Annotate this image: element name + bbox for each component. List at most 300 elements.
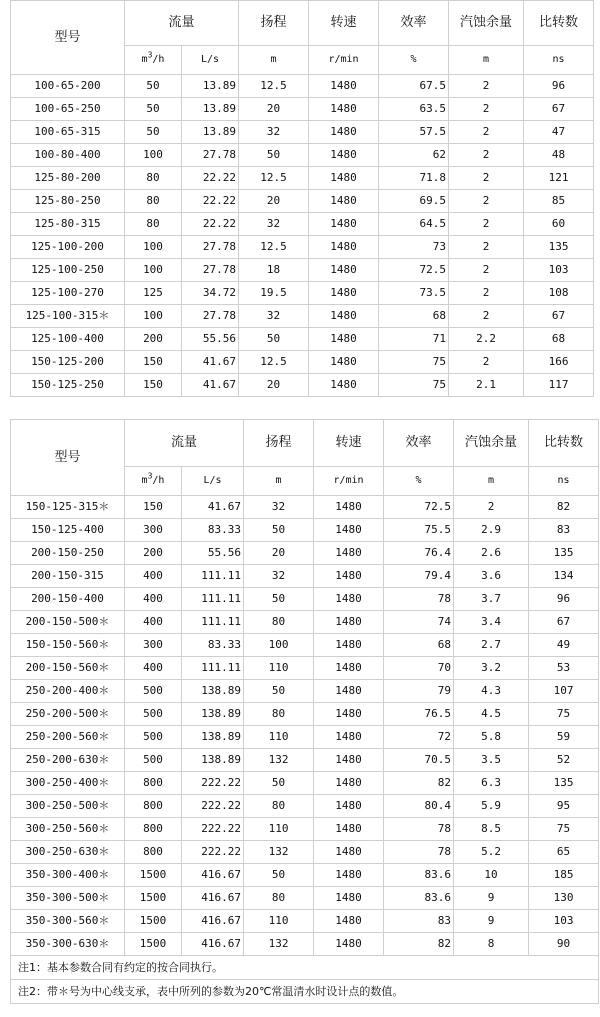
speed-cell: 1480 [309, 144, 379, 167]
table-row [11, 75, 594, 98]
specific-speed-cell: 95 [529, 795, 599, 818]
model-cell: 250-200-500＊ [11, 703, 125, 726]
head-header: 扬程 [239, 1, 309, 46]
flow-m3h-cell: 80 [125, 190, 182, 213]
flow-m3h-cell: 1500 [125, 864, 182, 887]
npsh-cell: 4.3 [454, 680, 529, 703]
head-cell: 18 [239, 259, 309, 282]
table-row [11, 772, 599, 795]
model-cell: 125-100-250 [11, 259, 125, 282]
npsh-cell: 3.4 [454, 611, 529, 634]
model-cell: 150-125-200 [11, 351, 125, 374]
specific-speed-cell: 49 [529, 634, 599, 657]
speed-cell: 1480 [309, 328, 379, 351]
specific-speed-cell: 52 [529, 749, 599, 772]
head-cell: 50 [239, 144, 309, 167]
speed-cell: 1480 [314, 657, 384, 680]
model-cell: 300-250-400＊ [11, 772, 125, 795]
specific-speed-cell: 130 [529, 887, 599, 910]
npsh-cell: 5.2 [454, 841, 529, 864]
pump-spec-table-2 [10, 419, 599, 1004]
table-row [11, 634, 599, 657]
specific-speed-cell: 108 [524, 282, 594, 305]
specific-speed-cell: 59 [529, 726, 599, 749]
flow-m3h-cell: 300 [125, 634, 182, 657]
model-cell: 300-250-500＊ [11, 795, 125, 818]
efficiency-cell: 71.8 [379, 167, 449, 190]
efficiency-cell: 79.4 [384, 565, 454, 588]
head-cell: 50 [239, 328, 309, 351]
npsh-cell: 2 [449, 75, 524, 98]
efficiency-cell: 71 [379, 328, 449, 351]
head-cell: 20 [239, 190, 309, 213]
model-header: 型号 [11, 1, 125, 75]
npsh-cell: 2 [449, 98, 524, 121]
efficiency-cell: 68 [379, 305, 449, 328]
efficiency-header: 效率 [379, 1, 449, 46]
table-row [11, 542, 599, 565]
npsh-cell: 2.9 [454, 519, 529, 542]
table-row [11, 374, 594, 397]
table-row [11, 282, 594, 305]
efficiency-cell: 72 [384, 726, 454, 749]
head-header: 扬程 [244, 420, 314, 467]
specific-speed-cell: 65 [529, 841, 599, 864]
npsh-cell: 2 [449, 167, 524, 190]
head-cell: 50 [244, 864, 314, 887]
speed-cell: 1480 [309, 167, 379, 190]
flow-ls-cell: 27.78 [182, 236, 239, 259]
flow-m3h-cell: 100 [125, 236, 182, 259]
head-cell: 110 [244, 818, 314, 841]
head-cell: 12.5 [239, 351, 309, 374]
npsh-cell: 3.6 [454, 565, 529, 588]
efficiency-cell: 83.6 [384, 864, 454, 887]
flow-ls-cell: 222.22 [182, 841, 244, 864]
efficiency-unit: % [384, 467, 454, 496]
flow-unit-ls: L/s [182, 467, 244, 496]
efficiency-cell: 78 [384, 818, 454, 841]
table-row [11, 190, 594, 213]
table-row [11, 680, 599, 703]
head-cell: 50 [244, 772, 314, 795]
model-cell: 100-65-250 [11, 98, 125, 121]
head-cell: 80 [244, 795, 314, 818]
table-2-body [11, 496, 599, 956]
specific-speed-cell: 103 [529, 910, 599, 933]
npsh-cell: 3.5 [454, 749, 529, 772]
flow-m3h-cell: 500 [125, 726, 182, 749]
model-header: 型号 [11, 420, 125, 496]
head-cell: 32 [239, 213, 309, 236]
efficiency-cell: 73 [379, 236, 449, 259]
speed-cell: 1480 [314, 818, 384, 841]
head-cell: 32 [244, 565, 314, 588]
model-cell: 150-150-560＊ [11, 634, 125, 657]
speed-unit: r/min [314, 467, 384, 496]
table-row [11, 496, 599, 519]
speed-cell: 1480 [314, 841, 384, 864]
flow-m3h-cell: 1500 [125, 887, 182, 910]
specific-speed-cell: 117 [524, 374, 594, 397]
table-row [11, 305, 594, 328]
table-row [11, 657, 599, 680]
flow-ls-cell: 83.33 [182, 634, 244, 657]
flow-m3h-cell: 100 [125, 259, 182, 282]
speed-cell: 1480 [314, 542, 384, 565]
flow-m3h-cell: 50 [125, 75, 182, 98]
npsh-cell: 2 [449, 144, 524, 167]
flow-ls-cell: 416.67 [182, 864, 244, 887]
table-row [11, 588, 599, 611]
flow-m3h-cell: 800 [125, 772, 182, 795]
table-1-body [11, 75, 594, 397]
head-cell: 12.5 [239, 236, 309, 259]
efficiency-cell: 78 [384, 841, 454, 864]
flow-ls-cell: 27.78 [182, 144, 239, 167]
flow-ls-cell: 138.89 [182, 680, 244, 703]
npsh-cell: 2 [449, 121, 524, 144]
flow-m3h-cell: 80 [125, 167, 182, 190]
model-cell: 125-80-200 [11, 167, 125, 190]
head-cell: 50 [244, 519, 314, 542]
note-row [11, 956, 599, 980]
npsh-cell: 6.3 [454, 772, 529, 795]
speed-cell: 1480 [309, 351, 379, 374]
table-row [11, 703, 599, 726]
flow-ls-cell: 138.89 [182, 726, 244, 749]
model-cell: 300-250-630＊ [11, 841, 125, 864]
head-cell: 32 [244, 496, 314, 519]
flow-ls-cell: 416.67 [182, 933, 244, 956]
table-row [11, 933, 599, 956]
model-cell: 350-300-560＊ [11, 910, 125, 933]
efficiency-header: 效率 [384, 420, 454, 467]
model-cell: 200-150-315 [11, 565, 125, 588]
table-row [11, 864, 599, 887]
speed-cell: 1480 [314, 588, 384, 611]
head-cell: 12.5 [239, 167, 309, 190]
efficiency-cell: 70.5 [384, 749, 454, 772]
flow-m3h-cell: 400 [125, 611, 182, 634]
speed-cell: 1480 [314, 864, 384, 887]
flow-header: 流量 [125, 1, 239, 46]
head-cell: 110 [244, 726, 314, 749]
head-unit: m [239, 46, 309, 75]
head-cell: 20 [239, 98, 309, 121]
table-row [11, 213, 594, 236]
flow-ls-cell: 222.22 [182, 818, 244, 841]
speed-header: 转速 [314, 420, 384, 467]
head-cell: 32 [239, 305, 309, 328]
efficiency-cell: 76.4 [384, 542, 454, 565]
table-row [11, 144, 594, 167]
table-row [11, 351, 594, 374]
table-row [11, 795, 599, 818]
specific-speed-cell: 68 [524, 328, 594, 351]
speed-cell: 1480 [309, 259, 379, 282]
specific-speed-cell: 82 [529, 496, 599, 519]
flow-ls-cell: 416.67 [182, 910, 244, 933]
npsh-cell: 9 [454, 910, 529, 933]
model-cell: 100-65-200 [11, 75, 125, 98]
flow-ls-cell: 22.22 [182, 213, 239, 236]
model-cell: 350-300-500＊ [11, 887, 125, 910]
model-cell: 250-200-400＊ [11, 680, 125, 703]
npsh-cell: 2.7 [454, 634, 529, 657]
npsh-unit: m [454, 467, 529, 496]
speed-cell: 1480 [314, 634, 384, 657]
speed-cell: 1480 [314, 749, 384, 772]
flow-m3h-cell: 150 [125, 351, 182, 374]
head-cell: 50 [244, 680, 314, 703]
table-row [11, 611, 599, 634]
speed-cell: 1480 [309, 236, 379, 259]
flow-ls-cell: 27.78 [182, 259, 239, 282]
model-cell: 150-125-400 [11, 519, 125, 542]
head-cell: 50 [244, 588, 314, 611]
specific-speed-cell: 185 [529, 864, 599, 887]
speed-cell: 1480 [309, 75, 379, 98]
npsh-cell: 2 [449, 282, 524, 305]
head-cell: 132 [244, 933, 314, 956]
note-row [11, 980, 599, 1004]
specific-speed-header: 比转数 [529, 420, 599, 467]
npsh-cell: 3.2 [454, 657, 529, 680]
specific-speed-cell: 134 [529, 565, 599, 588]
efficiency-cell: 57.5 [379, 121, 449, 144]
model-cell: 300-250-560＊ [11, 818, 125, 841]
flow-ls-cell: 22.22 [182, 190, 239, 213]
efficiency-cell: 75.5 [384, 519, 454, 542]
model-cell: 150-125-315＊ [11, 496, 125, 519]
efficiency-cell: 80.4 [384, 795, 454, 818]
efficiency-cell: 68 [384, 634, 454, 657]
model-cell: 125-100-200 [11, 236, 125, 259]
flow-ls-cell: 111.11 [182, 565, 244, 588]
npsh-cell: 5.8 [454, 726, 529, 749]
table-row [11, 887, 599, 910]
efficiency-unit: % [379, 46, 449, 75]
flow-unit-m3h: $m^3/h$ [125, 46, 182, 75]
specific-speed-cell: 60 [524, 213, 594, 236]
flow-ls-cell: 55.56 [182, 328, 239, 351]
head-cell: 20 [244, 542, 314, 565]
flow-ls-cell: 27.78 [182, 305, 239, 328]
table-row [11, 98, 594, 121]
flow-ls-cell: 138.89 [182, 749, 244, 772]
flow-m3h-cell: 800 [125, 818, 182, 841]
flow-m3h-cell: 150 [125, 374, 182, 397]
model-cell: 100-80-400 [11, 144, 125, 167]
specific-speed-cell: 83 [529, 519, 599, 542]
flow-m3h-cell: 500 [125, 703, 182, 726]
speed-cell: 1480 [314, 680, 384, 703]
flow-unit-m3h: $m^3/h$ [125, 467, 182, 496]
specific-speed-cell: 48 [524, 144, 594, 167]
efficiency-cell: 74 [384, 611, 454, 634]
efficiency-cell: 83.6 [384, 887, 454, 910]
npsh-unit: m [449, 46, 524, 75]
head-cell: 100 [244, 634, 314, 657]
speed-cell: 1480 [314, 772, 384, 795]
flow-ls-cell: 55.56 [182, 542, 244, 565]
npsh-cell: 4.5 [454, 703, 529, 726]
efficiency-cell: 78 [384, 588, 454, 611]
flow-ls-cell: 13.89 [182, 98, 239, 121]
npsh-cell: 2.2 [449, 328, 524, 351]
model-cell: 200-150-400 [11, 588, 125, 611]
model-cell: 125-100-400 [11, 328, 125, 351]
specific-speed-cell: 96 [529, 588, 599, 611]
efficiency-cell: 63.5 [379, 98, 449, 121]
table-row [11, 910, 599, 933]
header-row [11, 1, 594, 46]
efficiency-cell: 70 [384, 657, 454, 680]
model-cell: 250-200-630＊ [11, 749, 125, 772]
table-row [11, 841, 599, 864]
npsh-cell: 2 [449, 213, 524, 236]
speed-cell: 1480 [314, 887, 384, 910]
flow-m3h-cell: 80 [125, 213, 182, 236]
speed-cell: 1480 [314, 519, 384, 542]
specific-speed-cell: 75 [529, 818, 599, 841]
flow-m3h-cell: 1500 [125, 910, 182, 933]
head-cell: 80 [244, 887, 314, 910]
flow-m3h-cell: 300 [125, 519, 182, 542]
specific-speed-cell: 166 [524, 351, 594, 374]
flow-m3h-cell: 400 [125, 588, 182, 611]
flow-ls-cell: 111.11 [182, 611, 244, 634]
flow-ls-cell: 138.89 [182, 703, 244, 726]
flow-m3h-cell: 150 [125, 496, 182, 519]
specific-speed-cell: 53 [529, 657, 599, 680]
npsh-cell: 8 [454, 933, 529, 956]
speed-cell: 1480 [309, 98, 379, 121]
efficiency-cell: 79 [384, 680, 454, 703]
speed-cell: 1480 [314, 795, 384, 818]
specific-speed-cell: 67 [524, 305, 594, 328]
model-cell: 150-125-250 [11, 374, 125, 397]
model-cell: 125-100-270 [11, 282, 125, 305]
speed-cell: 1480 [309, 305, 379, 328]
table-row [11, 726, 599, 749]
model-cell: 200-150-250 [11, 542, 125, 565]
table-row [11, 259, 594, 282]
npsh-cell: 2 [449, 190, 524, 213]
npsh-cell: 2 [454, 496, 529, 519]
model-cell: 125-80-315 [11, 213, 125, 236]
table-row [11, 565, 599, 588]
flow-ls-cell: 22.22 [182, 167, 239, 190]
head-cell: 20 [239, 374, 309, 397]
specific-speed-cell: 67 [524, 98, 594, 121]
flow-m3h-cell: 125 [125, 282, 182, 305]
efficiency-cell: 72.5 [379, 259, 449, 282]
specific-speed-cell: 121 [524, 167, 594, 190]
npsh-cell: 2 [449, 351, 524, 374]
speed-header: 转速 [309, 1, 379, 46]
table-row [11, 167, 594, 190]
flow-m3h-cell: 50 [125, 98, 182, 121]
flow-m3h-cell: 400 [125, 657, 182, 680]
model-cell: 125-80-250 [11, 190, 125, 213]
flow-m3h-cell: 800 [125, 795, 182, 818]
efficiency-cell: 76.5 [384, 703, 454, 726]
head-cell: 12.5 [239, 75, 309, 98]
flow-header: 流量 [125, 420, 244, 467]
model-cell: 350-300-400＊ [11, 864, 125, 887]
npsh-cell: 8.5 [454, 818, 529, 841]
speed-cell: 1480 [309, 190, 379, 213]
flow-m3h-cell: 200 [125, 328, 182, 351]
speed-cell: 1480 [314, 565, 384, 588]
note-1: 注1：基本参数合同有约定的按合同执行。 [11, 956, 599, 980]
npsh-cell: 2.6 [454, 542, 529, 565]
speed-cell: 1480 [309, 121, 379, 144]
npsh-cell: 2 [449, 305, 524, 328]
efficiency-cell: 67.5 [379, 75, 449, 98]
efficiency-cell: 83 [384, 910, 454, 933]
flow-ls-cell: 111.11 [182, 657, 244, 680]
npsh-cell: 5.9 [454, 795, 529, 818]
model-cell: 125-100-315＊ [11, 305, 125, 328]
speed-cell: 1480 [314, 726, 384, 749]
efficiency-cell: 62 [379, 144, 449, 167]
note-2: 注2：带＊号为中心线支承，表中所列的参数为20℃常温清水时设计点的数值。 [11, 980, 599, 1004]
specific-speed-header: 比转数 [524, 1, 594, 46]
flow-unit-ls: L/s [182, 46, 239, 75]
flow-ls-cell: 13.89 [182, 121, 239, 144]
efficiency-cell: 75 [379, 374, 449, 397]
npsh-cell: 2 [449, 259, 524, 282]
model-cell: 100-65-315 [11, 121, 125, 144]
table-row [11, 328, 594, 351]
efficiency-cell: 69.5 [379, 190, 449, 213]
npsh-cell: 2 [449, 236, 524, 259]
flow-ls-cell: 41.67 [182, 374, 239, 397]
table-row [11, 749, 599, 772]
npsh-cell: 9 [454, 887, 529, 910]
efficiency-cell: 75 [379, 351, 449, 374]
flow-m3h-cell: 1500 [125, 933, 182, 956]
efficiency-cell: 82 [384, 772, 454, 795]
flow-m3h-cell: 800 [125, 841, 182, 864]
flow-ls-cell: 41.67 [182, 496, 244, 519]
flow-m3h-cell: 400 [125, 565, 182, 588]
specific-speed-cell: 135 [529, 542, 599, 565]
flow-ls-cell: 83.33 [182, 519, 244, 542]
head-cell: 132 [244, 841, 314, 864]
flow-ls-cell: 222.22 [182, 795, 244, 818]
speed-cell: 1480 [314, 910, 384, 933]
speed-cell: 1480 [309, 213, 379, 236]
head-cell: 32 [239, 121, 309, 144]
efficiency-cell: 72.5 [384, 496, 454, 519]
specific-speed-cell: 96 [524, 75, 594, 98]
speed-unit: r/min [309, 46, 379, 75]
speed-cell: 1480 [314, 496, 384, 519]
flow-m3h-cell: 200 [125, 542, 182, 565]
flow-ls-cell: 416.67 [182, 887, 244, 910]
head-cell: 132 [244, 749, 314, 772]
model-cell: 200-150-500＊ [11, 611, 125, 634]
ns-unit: ns [529, 467, 599, 496]
specific-speed-cell: 75 [529, 703, 599, 726]
model-cell: 350-300-630＊ [11, 933, 125, 956]
specific-speed-cell: 107 [529, 680, 599, 703]
head-cell: 110 [244, 910, 314, 933]
